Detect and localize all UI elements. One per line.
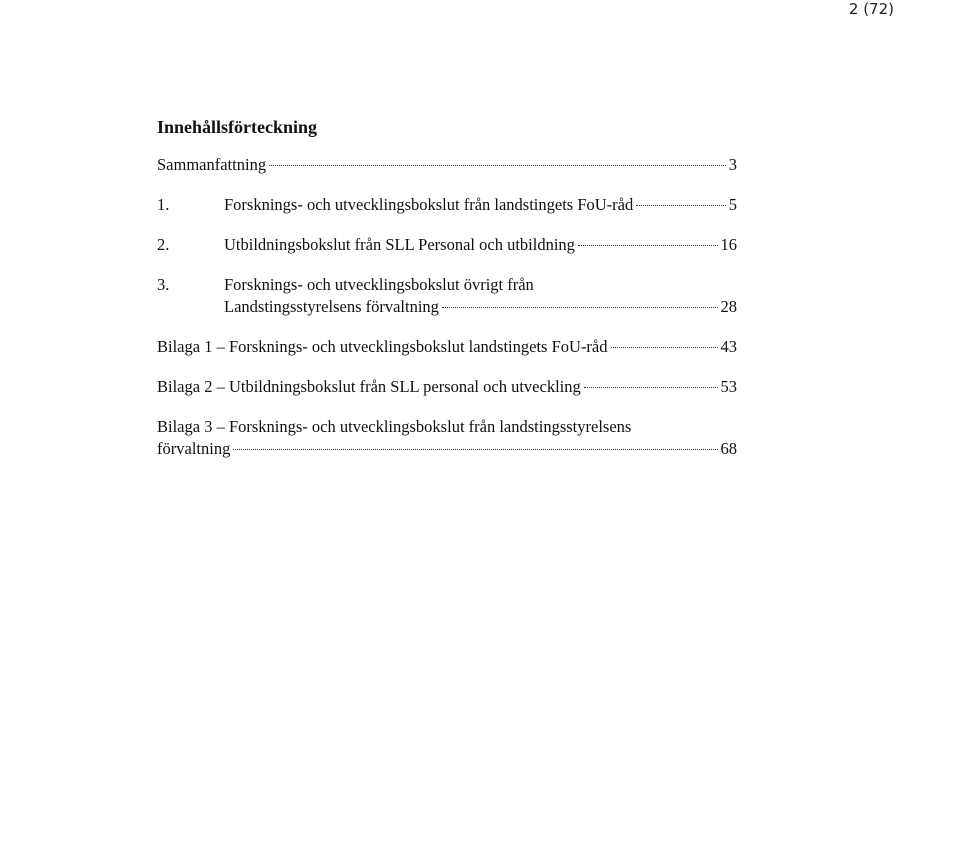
toc-entry-page: 3 [728,155,737,174]
dot-leader [578,245,718,246]
toc-entry-page: 53 [720,377,737,396]
toc-entry-sammanfattning[interactable] [157,154,737,176]
toc-entry-page: 16 [720,235,737,254]
dot-leader [611,347,718,348]
toc-heading: Innehållsförteckning [157,117,318,137]
toc-entry-bilaga-3[interactable] [157,416,737,460]
dot-leader [233,449,717,450]
toc-entry-text-line1: Bilaga 3 – Forsknings- och utvecklingsbokslut från landstingsstyrelsens [157,417,632,436]
dot-leader [584,387,718,388]
table-of-contents [157,116,737,460]
toc-entry-bilaga-2[interactable] [157,376,737,398]
toc-entry-page: 5 [728,195,737,214]
toc-entry-text-line1: Forsknings- och utvecklingsbokslut övrigt från [224,275,534,294]
toc-entry-text: Utbildningsbokslut från SLL Personal och utbildning [224,235,575,254]
dot-leader [269,165,726,166]
toc-entry-number: 3. [157,275,170,294]
toc-entry-text: Sammanfattning [157,155,267,174]
toc-entry-bilaga-1[interactable] [157,336,737,358]
dot-leader [636,205,726,206]
toc-entry-number: 1. [157,195,170,214]
toc-entry-number: 2. [157,235,170,254]
toc-entry-text-line2: förvaltning [157,439,231,458]
toc-entry-page: 68 [720,439,737,458]
toc-entry-3[interactable] [157,274,737,318]
toc-entry-page: 28 [720,297,737,316]
toc-entry-1[interactable] [157,194,737,216]
toc-entry-2[interactable] [157,234,737,256]
toc-entry-text: Forsknings- och utvecklingsbokslut från landstingets FoU-råd [224,195,634,214]
toc-entry-page: 43 [720,337,737,356]
page-number: 2 (72) [848,0,894,18]
dot-leader [442,307,718,308]
toc-entry-text: Bilaga 1 – Forsknings- och utvecklingsbokslut landstingets FoU-råd [157,337,608,356]
toc-entry-text: Bilaga 2 – Utbildningsbokslut från SLL personal och utveckling [157,377,581,396]
toc-entry-text-line2: Landstingsstyrelsens förvaltning [224,297,439,316]
